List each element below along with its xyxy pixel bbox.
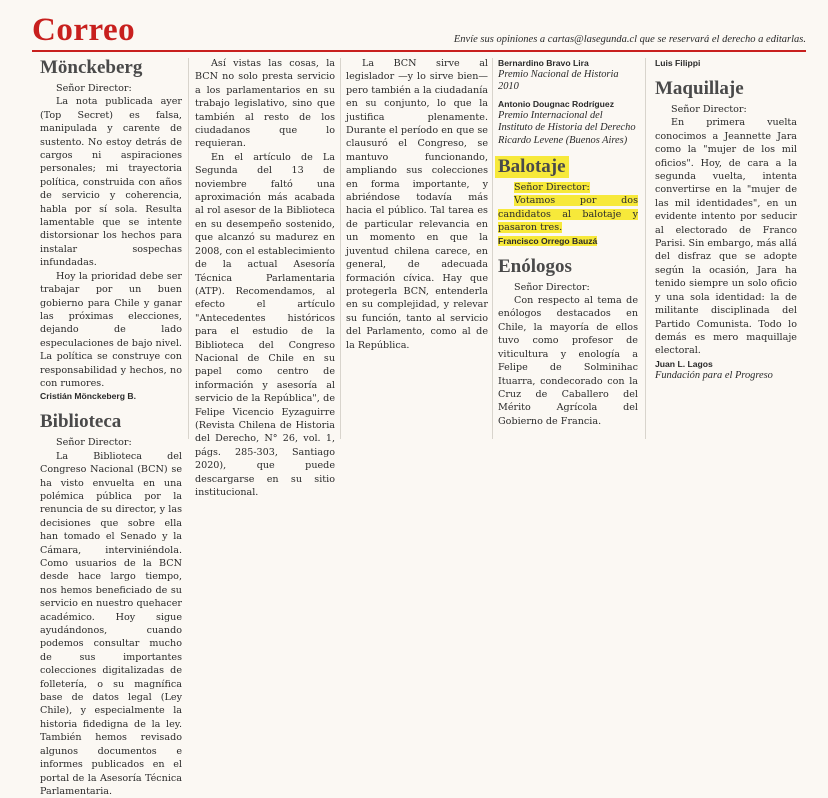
column-4 [498, 57, 638, 441]
column-divider [645, 58, 646, 439]
salutation: Señor Director: [514, 182, 590, 194]
letter-signature: Juan L. Lagos [655, 358, 713, 369]
letter-paragraph: La nota publicada ayer (Top Secret) es falsa, manipulada y carente de sustento. No estoy detrás de cargos ni aspiraciones personales; mi trayectoria política, construida con años de servicio y coherencia, habla por sí sola. Resulta lamentable que se intente distorsionar los hechos para instalar sospechas infundadas. [40, 96, 182, 269]
letter-affiliation: Premio Nacional de Historia 2010 [498, 69, 619, 93]
letter-heading-balotaje: Balotaje [498, 156, 638, 178]
salutation: Señor Director: [56, 83, 132, 94]
column-divider [188, 58, 189, 439]
letter-signature: Cristián Mönckeberg B. [40, 391, 136, 402]
letter-paragraph: Con respecto al tema de enólogos destacados en Chile, la mayoría de ellos tuvo como profesor de viticultura y enología a Felipe de Solminihac Ituarra, condecorado con la Cruz de Caballero del Mérito Agrícola del Gobierno de Francia. [498, 295, 638, 427]
column-divider [492, 58, 493, 439]
letter-affiliation: Fundación para el Progreso [655, 369, 773, 381]
letter-signature: Antonio Dougnac Rodríguez [498, 98, 615, 109]
salutation: Señor Director: [671, 104, 747, 115]
letter-heading-biblioteca: Biblioteca [40, 411, 122, 433]
letter-affiliation: Premio Internacional del Instituto de Historia del Derecho Ricardo Levene (Buenos Aires) [498, 109, 636, 146]
masthead-title: Correo [32, 12, 136, 48]
letter-paragraph: Hoy la prioridad debe ser trabajar por un buen gobierno para Chile y ganar las próximas elecciones, dejando de lado especulaciones de bajo nivel. La política se construye con responsabilidad y hechos, no con rumores. [40, 270, 182, 389]
letter-signature: Francisco Orrego Bauzá [498, 235, 598, 246]
column-1 [40, 57, 182, 797]
salutation: Señor Director: [514, 281, 590, 293]
column-3 [346, 57, 488, 441]
column-5 [655, 57, 797, 441]
salutation: Señor Director: [56, 437, 132, 449]
letter-paragraph: La BCN sirve al legislador —y lo sirve bien— pero también a la ciudadanía en su conjunto, lo que la justifica plenamente. Durante el período en que se clausuró el Congreso, se mantuvo funcionando, ampliando sus colecciones en forma importante, y abriéndose todavía más hacia el público. Tal tarea es de particular relevancia en un momento en que la juventud chilena carece, en general, de adecuada formación cívica. Hay que protegerla BCN, entenderla en su complejidad, y relevar su función, tanto al servicio del Parlamento, como al de la República. [346, 58, 488, 351]
letter-paragraph: Así vistas las cosas, la BCN no solo presta servicio a los parlamentarios en su trabajo legislativo, sino que también al resto de los ciudadanos que lo requieran. [195, 58, 335, 150]
letter-paragraph: En primera vuelta conocimos a Jeannette Jara como la "mujer de los mil oficios". Hoy, de cara a la segunda vuelta, intenta convertirse en la "mujer de las mil identidades", en un evidente intento por seducir al electorado de Franco Parisi. Sin embargo, más allá del disfraz que se adopte según la ocasión, Jara ha tenido siempre un solo oficio y una sola identidad: la de militante disciplinada del Partido Comunista. Todo lo demás es mero maquillaje electoral. [655, 117, 797, 357]
column-2 [195, 57, 335, 498]
masthead-rule [32, 50, 806, 52]
letter-paragraph: En el artículo de La Segunda del 13 de noviembre faltó una aproximación más acabada al rol asesor de la Biblioteca en su desempeño sostenido, que alcanzó su madurez en 2008, con el establecimiento de la actual Asesoría Técnica Parlamentaria (ATP). Recomendamos, al efecto el artículo "Antecedentes históricos para el estudio de la Biblioteca del Congreso Nacional de Chile en su papel como centro de información y asesoría al servicio de la República", de Felipe Vicencio Eyzaguirre (Revista Chilena de Historia del Derecho, N° 26, vol. 1, págs. 285-303, Santiago 2020), que puede descargarse en su sitio institucional. [195, 151, 335, 498]
masthead-tagline: Envíe sus opiniones a cartas@lasegunda.cl que se reservará el derecho a editarlas. [453, 34, 806, 45]
letter-signature: Bernardino Bravo Lira [498, 58, 589, 68]
letter-paragraph: La Biblioteca del Congreso Nacional (BCN) se ha visto envuelta en una polémica pública por la renuncia de su director, y las decisiones que sobre ella han tomado el Senado y la Cámara, interviniéndola. Como usuarios de la BCN desde hace largo tiempo, nos hemos beneficiado de su servicio en nuestro quehacer académico. Hoy sigue ayudándonos, cuando podemos consultar mucho de sus importantes colecciones digitalizadas de folletería, o su magnífica base de datos legal (Ley Chile), y especialmente la historia fidedigna de la ley. También hemos revisado algunos documentos e informes publicados en el portal de la Asesoría Técnica Parlamentaria. [40, 450, 182, 797]
column-divider [340, 58, 341, 439]
letter-heading-maquillaje: Maquillaje [655, 78, 744, 99]
letter-paragraph: Votamos por dos candidatos al balotaje y pasaron tres. [498, 195, 638, 234]
letter-signature: Luis Filippi [655, 58, 701, 68]
letter-heading-enologos: Enólogos [498, 255, 572, 277]
letter-heading-monckeberg: Mönckeberg [40, 57, 143, 78]
